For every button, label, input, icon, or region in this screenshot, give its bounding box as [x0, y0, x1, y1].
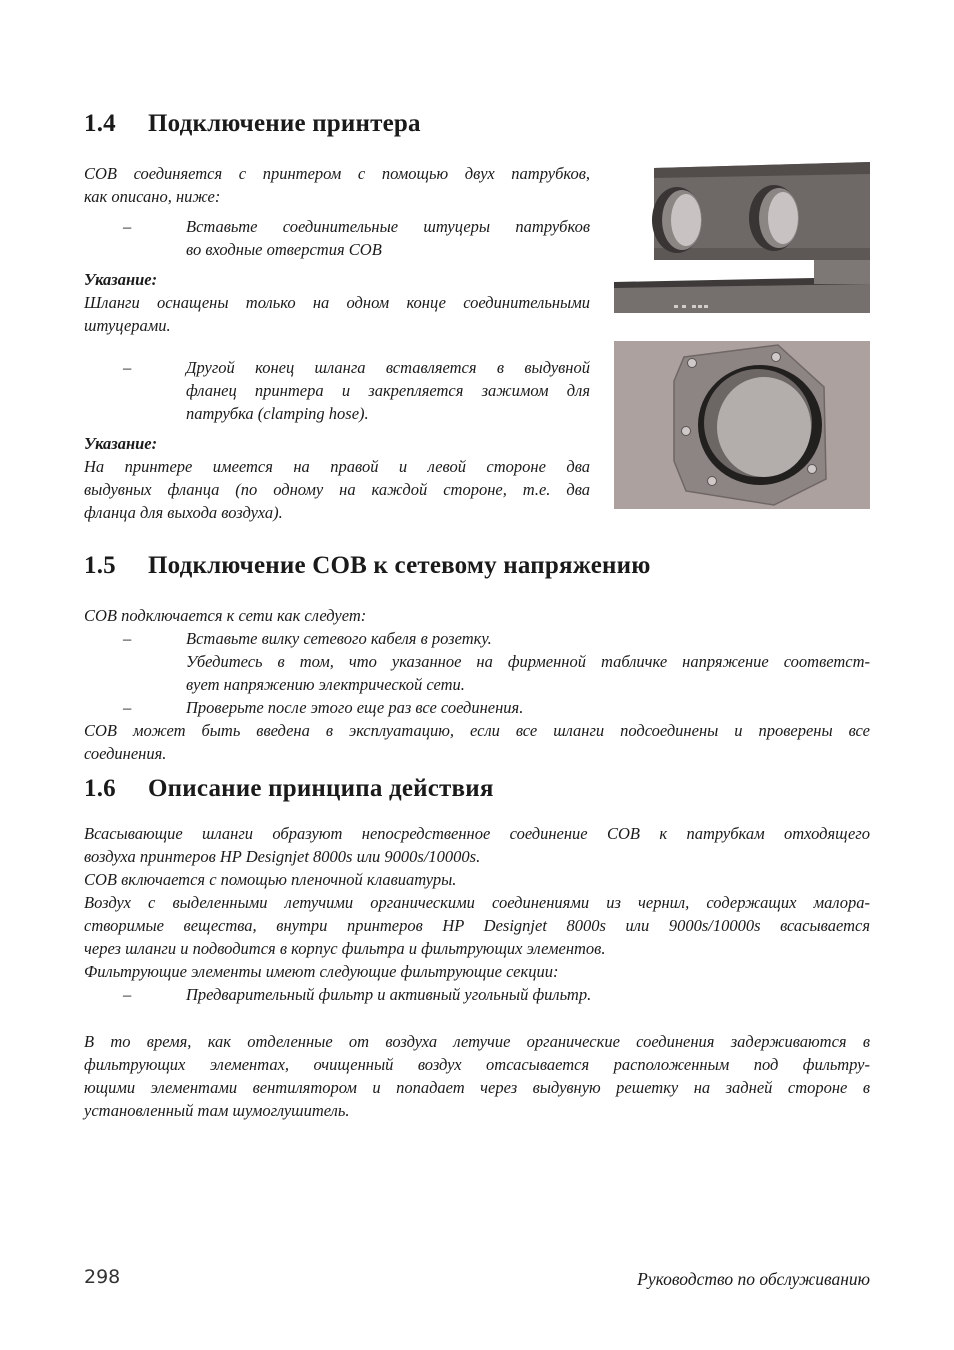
bullet-dash: – [123, 629, 132, 648]
s14-note2-line-1: На принтере имеется на правой и левой стороне два [84, 457, 590, 476]
s14-note2-label: Указание: [84, 434, 158, 453]
s14-note2-line-3: фланца для выхода воздуха). [84, 503, 283, 522]
printer-ports-image [614, 160, 870, 313]
s16-para2: СОВ включается с помощью пленочной клавиатуры. [84, 870, 457, 889]
section-title: Описание принципа действия [148, 775, 494, 802]
flange-image [614, 341, 870, 509]
section-number: 1.6 [84, 775, 116, 802]
s16-para3-line-3: через шланги и подводится в корпус фильтра и фильтрующих элементов. [84, 939, 606, 958]
s16-para5-line-3: ющими элементами вентилятором и попадает через выдувную решетку на задней стороне в [84, 1078, 870, 1097]
section-title: Подключение принтера [148, 110, 421, 137]
s15-outro-line-1: СОВ может быть введена в эксплуатацию, если все шланги подсоединены и проверены все [84, 721, 870, 740]
s15-outro-line-2: соединения. [84, 744, 167, 763]
s16-para1-line-2: воздуха принтеров HP Designjet 8000s или 9000s/10000s. [84, 847, 481, 866]
bullet-dash: – [123, 985, 132, 1004]
s14-intro-line-1: СОВ соединяется с принтером с помощью двух патрубков, [84, 164, 590, 183]
s16-para4: Фильтрующие элементы имеют следующие фильтрующие секции: [84, 962, 559, 981]
bullet-dash: – [123, 698, 132, 717]
s16-para3-line-1: Воздух с выделенными летучими органическими соединениями из чернил, содержащих малора- [84, 893, 870, 912]
bullet-text: Предварительный фильтр и активный угольный фильтр. [186, 985, 592, 1004]
s14-note1-line-1: Шланги оснащены только на одном конце соединительными [84, 293, 590, 312]
footer-title: Руководство по обслуживанию [637, 1269, 870, 1289]
section-1-5-heading [84, 552, 864, 584]
s14-bullet1-line-2: во входные отверстия СОВ [186, 240, 382, 259]
bullet-dash: – [123, 217, 132, 236]
s16-para1-line-1: Всасывающие шланги образуют непосредственное соединение СОВ к патрубкам отходящего [84, 824, 870, 843]
section-1-6-heading [84, 775, 684, 807]
s14-bullet2-line-3: патрубка (clamping hose). [186, 404, 369, 423]
section-number: 1.4 [84, 110, 116, 137]
s16-para3-line-2: створимые вещества, внутри принтеров HP Designjet 8000s или 9000s/10000s всасывается [84, 916, 870, 935]
s15-intro: СОВ подключается к сети как следует: [84, 606, 367, 625]
s15-bullet1-cont-2: вует напряжению электрической сети. [186, 675, 465, 694]
bullet-text: Проверьте после этого еще раз все соединения. [186, 698, 524, 717]
section-1-4-heading [84, 110, 584, 142]
section-title: Подключение СОВ к сетевому напряжению [148, 552, 651, 579]
s14-intro-line-2: как описано, ниже: [84, 187, 221, 206]
s14-note2-line-2: выдувных фланца (по одному на каждой стороне, т.е. два [84, 480, 590, 499]
s14-bullet2-line-2: фланец принтера и закрепляется зажимом для [186, 381, 590, 400]
bullet-text: Вставьте вилку сетевого кабеля в розетку. [186, 629, 492, 648]
s14-bullet2-line-1: Другой конец шланга вставляется в выдувной [186, 358, 590, 377]
section-number: 1.5 [84, 552, 116, 579]
s15-bullet1-cont-1: Убедитесь в том, что указанное на фирменной табличке напряжение соответст- [186, 652, 870, 671]
bullet-dash: – [123, 358, 132, 377]
s16-para5-line-2: фильтрующих элементах, очищенный воздух отсасывается расположенным под фильтру- [84, 1055, 870, 1074]
s16-para5-line-4: установленный там шумоглушитель. [84, 1101, 350, 1120]
s16-para5-line-1: В то время, как отделенные от воздуха летучие органические соединения задерживаются в [84, 1032, 870, 1051]
s14-note1-label: Указание: [84, 270, 158, 289]
s14-note1-line-2: штуцерами. [84, 316, 171, 335]
s14-bullet1-line-1: Вставьте соединительные штуцеры патрубков [186, 217, 590, 236]
page-number: 298 [84, 1266, 121, 1288]
